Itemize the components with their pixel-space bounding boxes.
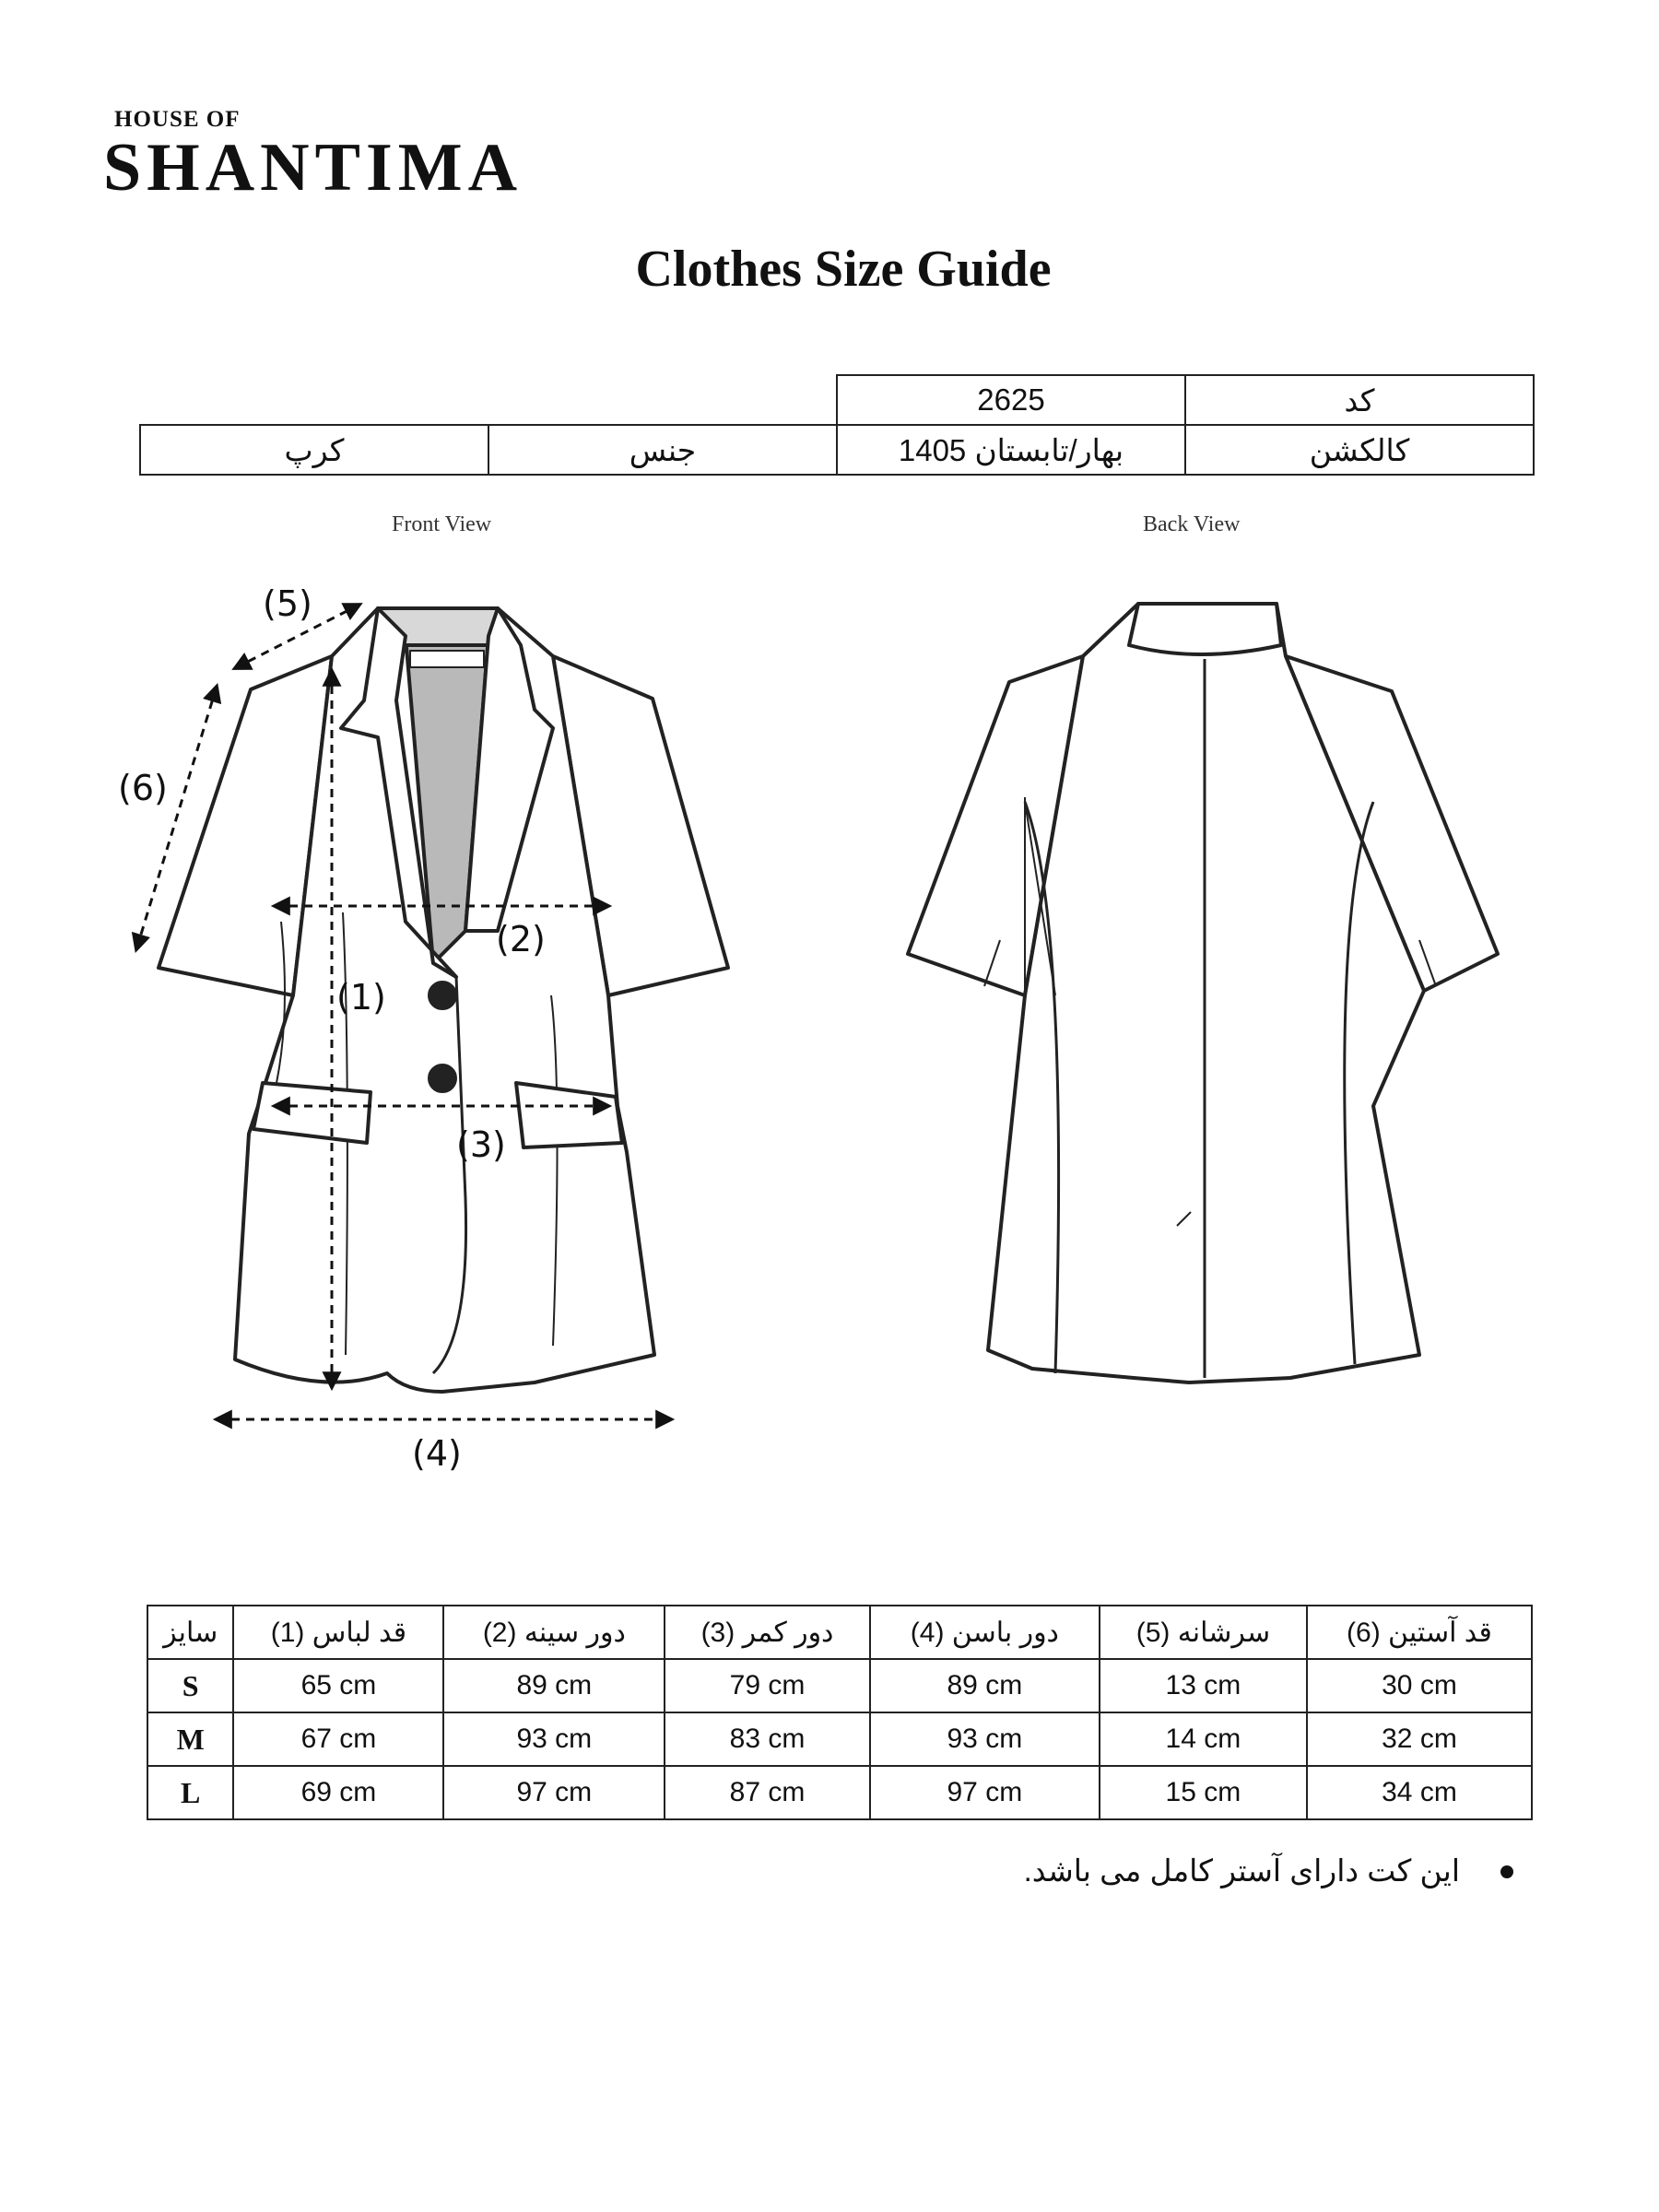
size-cell: L bbox=[147, 1766, 233, 1819]
collection-label: کالکشن bbox=[1185, 425, 1534, 475]
value-cell: 83 cm bbox=[665, 1712, 870, 1766]
back-collar bbox=[1129, 604, 1281, 654]
header-shoulder: (5) سرشانه bbox=[1100, 1606, 1307, 1659]
size-table bbox=[147, 1605, 1533, 1820]
back-jacket-drawing bbox=[908, 604, 1498, 1382]
value-cell: 97 cm bbox=[870, 1766, 1100, 1819]
value-cell: 15 cm bbox=[1100, 1766, 1307, 1819]
back-view-label: Back View bbox=[1143, 512, 1241, 536]
header-sleeve: سایز bbox=[147, 1606, 233, 1659]
value-cell: 13 cm bbox=[1100, 1659, 1307, 1712]
header-waist: (3) دور کمر bbox=[665, 1606, 870, 1659]
table-row bbox=[147, 1712, 1532, 1766]
label-3: (3) bbox=[456, 1124, 506, 1165]
value-cell: 30 cm bbox=[1307, 1659, 1532, 1712]
table-row bbox=[147, 1659, 1532, 1712]
value-cell: 97 cm bbox=[443, 1766, 665, 1819]
header-sleeve-length: (6) قد آستین bbox=[1307, 1606, 1532, 1659]
material-label: جنس bbox=[488, 425, 837, 475]
value-cell: 89 cm bbox=[870, 1659, 1100, 1712]
value-cell: 93 cm bbox=[870, 1712, 1100, 1766]
table-row bbox=[147, 1766, 1532, 1819]
value-cell: 79 cm bbox=[665, 1659, 870, 1712]
page-title: Clothes Size Guide bbox=[635, 241, 1052, 298]
value-cell: 89 cm bbox=[443, 1659, 665, 1712]
front-jacket-drawing bbox=[159, 608, 728, 1392]
value-cell: 14 cm bbox=[1100, 1712, 1307, 1766]
size-cell: M bbox=[147, 1712, 233, 1766]
header-chest: (2) دور سینه bbox=[443, 1606, 665, 1659]
value-cell: 87 cm bbox=[665, 1766, 870, 1819]
value-cell: 34 cm bbox=[1307, 1766, 1532, 1819]
label-4: (4) bbox=[412, 1433, 462, 1474]
label-5: (5) bbox=[263, 583, 312, 624]
header-hip: (4) دور باسن bbox=[870, 1606, 1100, 1659]
size-cell: S bbox=[147, 1659, 233, 1712]
front-button-1 bbox=[429, 982, 455, 1008]
value-cell: 67 cm bbox=[233, 1712, 443, 1766]
front-view-label: Front View bbox=[392, 512, 492, 536]
code-value: 2625 bbox=[837, 375, 1185, 425]
label-2: (2) bbox=[496, 919, 546, 959]
value-cell: 69 cm bbox=[233, 1766, 443, 1819]
header-length: (1) قد لباس bbox=[233, 1606, 443, 1659]
value-cell: 65 cm bbox=[233, 1659, 443, 1712]
size-table-header bbox=[147, 1606, 1532, 1659]
front-neck-label bbox=[410, 651, 484, 667]
code-label: کد bbox=[1185, 375, 1534, 425]
label-1: (1) bbox=[336, 977, 386, 1018]
label-6: (6) bbox=[118, 768, 168, 808]
front-button-2 bbox=[429, 1065, 455, 1091]
value-cell: 32 cm bbox=[1307, 1712, 1532, 1766]
material-value: کرپ bbox=[140, 425, 488, 475]
lining-note: این کت دارای آستر کامل می باشد. bbox=[1023, 1853, 1460, 1888]
brand-house-of: HOUSE OF bbox=[114, 107, 241, 132]
bullet-icon bbox=[1500, 1865, 1513, 1878]
brand-logo: SHANTIMA bbox=[103, 130, 524, 206]
value-cell: 93 cm bbox=[443, 1712, 665, 1766]
collection-value: بهار/تابستان 1405 bbox=[837, 425, 1185, 475]
